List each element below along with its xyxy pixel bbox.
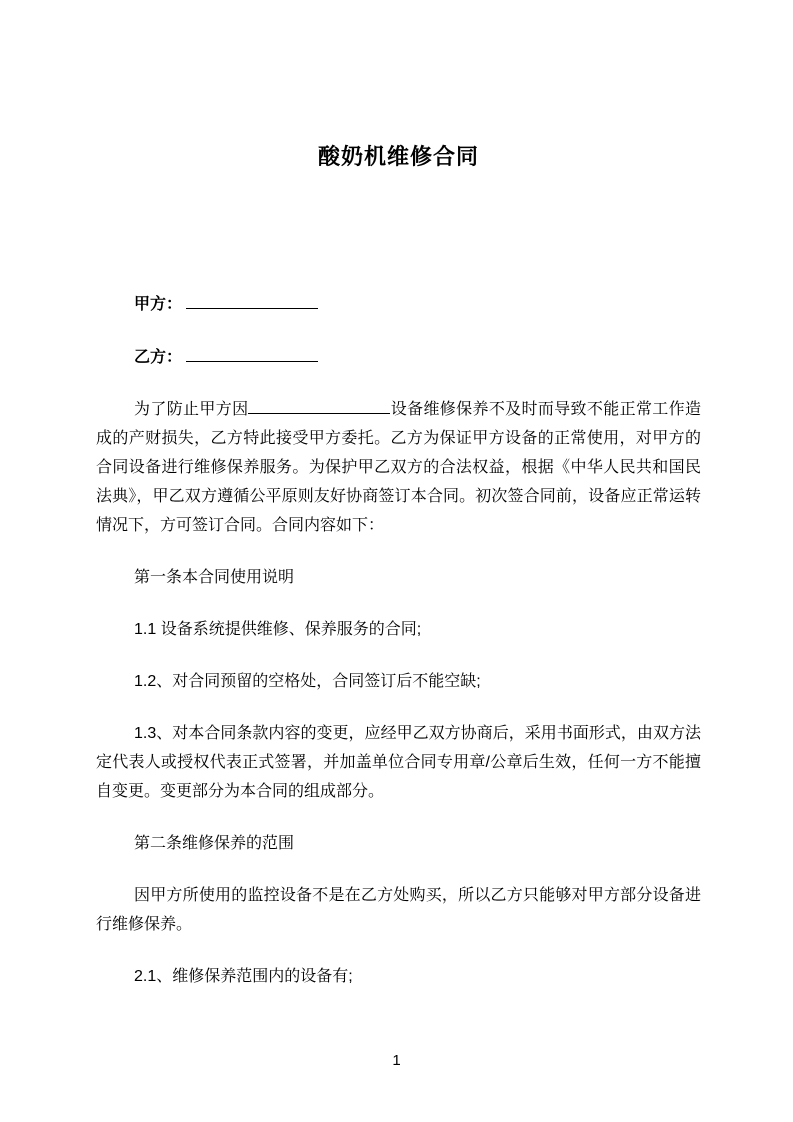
party-b-label: 乙方： bbox=[134, 349, 183, 366]
party-a-label: 甲方： bbox=[134, 296, 183, 313]
document-title: 酸奶机维修合同 bbox=[317, 144, 479, 169]
intro-paragraph bbox=[96, 395, 701, 540]
intro-text-after-blank: 设备维修保养不及时而导致不能正常工作造成的产财损失，乙方特此接受甲方委托。乙方为保证甲方设备的正常使用，对甲方的合同设备进行维修保养服务。为保护甲乙双方的合法权益，根据《中华人民共和国民法典》，甲乙双方遵循公平原则友好协商签订本合同。初次签合同前，设备应正常运转情况下，方可签订合同。合同内容如下： bbox=[96, 401, 701, 534]
clause-2-1: 2.1、维修保养范围内的设备有; bbox=[134, 968, 353, 985]
page-number: 1 bbox=[392, 1052, 401, 1069]
clause-1-2: 1.2、对合同预留的空格处，合同签订后不能空缺; bbox=[134, 673, 481, 690]
party-a-blank[interactable] bbox=[186, 293, 318, 309]
party-b-blank[interactable] bbox=[186, 346, 318, 362]
intro-blank[interactable] bbox=[248, 398, 390, 414]
clause-1-1: 1.1 设备系统提供维修、保养服务的合同; bbox=[134, 621, 422, 638]
party-a-line bbox=[96, 290, 701, 319]
document-content bbox=[96, 0, 701, 991]
clause-1-3: 1.3、对本合同条款内容的变更，应经甲乙双方协商后，采用书面形式，由双方法定代表人或授权代表正式签署，并加盖单位合同专用章/公章后生效，任何一方不能擅自变更。变更部分为本合同的组成部分。 bbox=[96, 725, 701, 800]
heading-article-1: 第一条本合同使用说明 bbox=[134, 569, 295, 586]
intro-text-before-blank: 为了防止甲方因 bbox=[134, 401, 249, 418]
clause-2-intro: 因甲方所使用的监控设备不是在乙方处购买，所以乙方只能够对甲方部分设备进行维修保养。 bbox=[96, 887, 701, 933]
party-b-line bbox=[96, 343, 701, 372]
heading-article-2: 第二条维修保养的范围 bbox=[134, 835, 295, 852]
